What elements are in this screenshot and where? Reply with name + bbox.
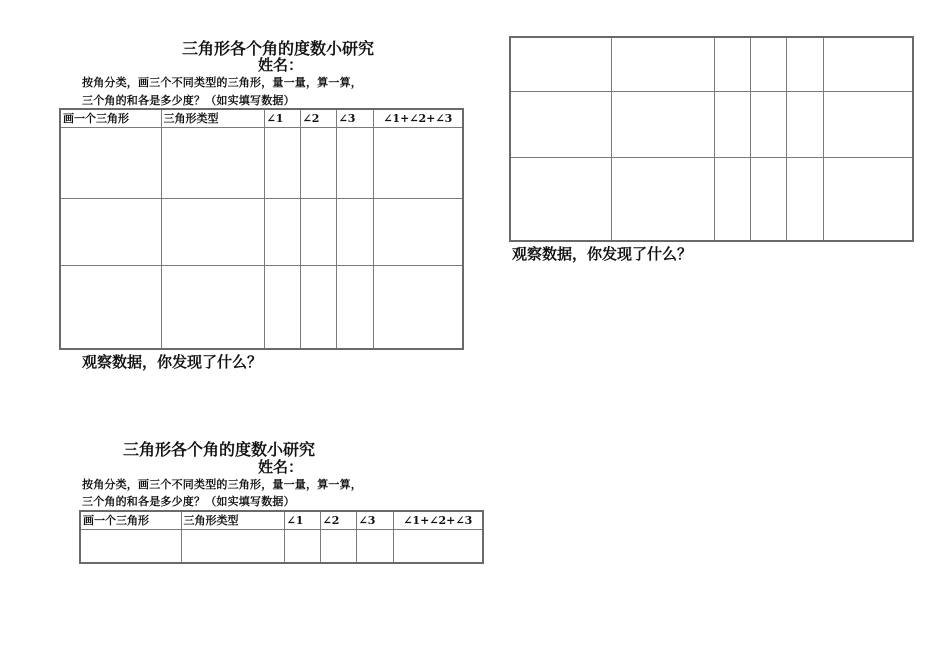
instruction-line-1: 按角分类，画三个不同类型的三角形，量一量，算一算，	[82, 76, 362, 89]
angle-table	[59, 108, 464, 350]
observation-question: 观察数据，你发现了什么？	[512, 245, 693, 263]
worksheet-title: 三角形各个角的度数小研究	[123, 440, 316, 459]
sum-cell[interactable]	[823, 37, 913, 91]
sum-cell[interactable]	[373, 198, 463, 265]
angle1-cell[interactable]	[284, 529, 320, 563]
col-header-sum: ∠1+∠2+∠3	[393, 511, 483, 529]
table-row	[510, 157, 913, 241]
type-cell[interactable]	[611, 157, 714, 241]
draw-cell[interactable]	[60, 198, 161, 265]
angle1-cell[interactable]	[714, 37, 750, 91]
observation-question: 观察数据，你发现了什么？	[82, 353, 263, 371]
angle2-cell[interactable]	[300, 127, 336, 198]
draw-cell[interactable]	[510, 157, 611, 241]
type-cell[interactable]	[611, 91, 714, 157]
type-cell[interactable]	[161, 198, 264, 265]
sum-cell[interactable]	[823, 157, 913, 241]
name-label: 姓名：	[258, 56, 304, 74]
draw-cell[interactable]	[60, 265, 161, 349]
table-row	[510, 37, 913, 91]
col-header-angle3: ∠3	[356, 511, 393, 529]
angle3-cell[interactable]	[786, 157, 823, 241]
angle3-cell[interactable]	[786, 91, 823, 157]
col-header-type: 三角形类型	[161, 109, 264, 127]
instruction-line-2: 三个角的和各是多少度？（如实填写数据）	[82, 94, 295, 107]
angle3-cell[interactable]	[786, 37, 823, 91]
type-cell[interactable]	[161, 127, 264, 198]
col-header-draw: 画一个三角形	[60, 109, 161, 127]
angle1-cell[interactable]	[264, 265, 300, 349]
angle3-cell[interactable]	[336, 198, 373, 265]
sum-cell[interactable]	[823, 91, 913, 157]
sum-cell[interactable]	[373, 127, 463, 198]
angle2-cell[interactable]	[320, 529, 356, 563]
angle2-cell[interactable]	[750, 157, 786, 241]
type-cell[interactable]	[611, 37, 714, 91]
draw-cell[interactable]	[510, 91, 611, 157]
worksheet-title: 三角形各个角的度数小研究	[182, 39, 375, 58]
col-header-angle2: ∠2	[320, 511, 356, 529]
table-row	[510, 91, 913, 157]
angle1-cell[interactable]	[714, 91, 750, 157]
instruction-line-2: 三个角的和各是多少度？（如实填写数据）	[82, 495, 295, 508]
instruction-line-1: 按角分类，画三个不同类型的三角形，量一量，算一算，	[82, 478, 362, 491]
angle2-cell[interactable]	[750, 37, 786, 91]
table-row	[60, 265, 463, 349]
col-header-angle1: ∠1	[284, 511, 320, 529]
col-header-angle3: ∠3	[336, 109, 373, 127]
angle2-cell[interactable]	[300, 198, 336, 265]
table-row	[60, 198, 463, 265]
name-label: 姓名：	[258, 458, 304, 476]
angle3-cell[interactable]	[356, 529, 393, 563]
angle1-cell[interactable]	[264, 198, 300, 265]
angle2-cell[interactable]	[300, 265, 336, 349]
table-row	[60, 127, 463, 198]
table-header-row	[60, 109, 463, 127]
col-header-angle1: ∠1	[264, 109, 300, 127]
table-row	[80, 529, 483, 563]
col-header-type: 三角形类型	[181, 511, 284, 529]
col-header-angle2: ∠2	[300, 109, 336, 127]
type-cell[interactable]	[181, 529, 284, 563]
angle3-cell[interactable]	[336, 265, 373, 349]
sum-cell[interactable]	[393, 529, 483, 563]
sum-cell[interactable]	[373, 265, 463, 349]
angle1-cell[interactable]	[264, 127, 300, 198]
angle3-cell[interactable]	[336, 127, 373, 198]
type-cell[interactable]	[161, 265, 264, 349]
draw-cell[interactable]	[80, 529, 181, 563]
draw-cell[interactable]	[60, 127, 161, 198]
col-header-draw: 画一个三角形	[80, 511, 181, 529]
angle1-cell[interactable]	[714, 157, 750, 241]
col-header-sum: ∠1+∠2+∠3	[373, 109, 463, 127]
angle2-cell[interactable]	[750, 91, 786, 157]
table-header-row	[80, 511, 483, 529]
angle-table	[79, 510, 484, 564]
angle-table-continued	[509, 36, 914, 242]
draw-cell[interactable]	[510, 37, 611, 91]
